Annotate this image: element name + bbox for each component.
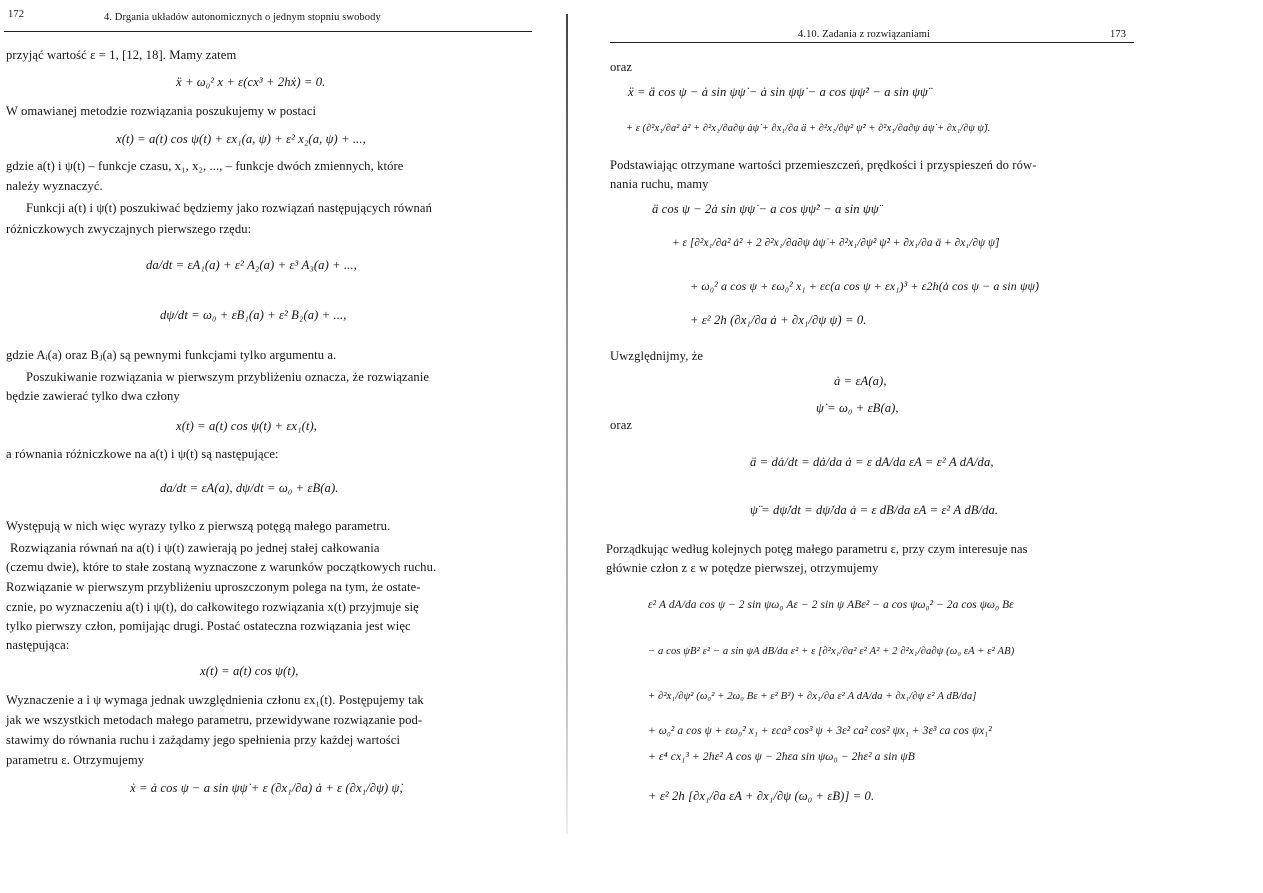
- text-line: gdzie a(t) i ψ(t) – funkcje czasu, x₁, x₂, ..., – funkcje dwóch zmiennych, które: [6, 159, 404, 173]
- text-line: należy wyznaczyć.: [6, 179, 103, 193]
- equation: + ∂²x₁/∂ψ² (ω₀² + 2ω₀ Bε + ε² B²) + ∂x₁/∂a ε² A dA/da + ∂x₁/∂ψ ε² A dB/da]: [648, 691, 977, 702]
- text-line: oraz: [610, 418, 633, 432]
- text-line: oraz: [610, 60, 633, 74]
- text-line: następująca:: [6, 638, 70, 652]
- text-line: Porządkując według kolejnych potęg małego parametru ε, przy czym interesuje nas: [606, 542, 1028, 556]
- equation: + ε² 2h (∂x₁/∂a ȧ + ∂x₁/∂ψ ψ̇) = 0.: [690, 313, 867, 327]
- left-page: [0, 0, 560, 893]
- equation: + ε² 2h [∂x₁/∂a εA + ∂x₁/∂ψ (ω₀ + εB)] = 0.: [648, 789, 875, 803]
- right-header-rule: [610, 42, 1134, 43]
- text-line: nania ruchu, mamy: [610, 177, 709, 191]
- text-line: parametru ε. Otrzymujemy: [6, 753, 145, 767]
- equation: ȧ = εA(a),: [834, 374, 887, 388]
- equation: ẍ = ä cos ψ − ȧ sin ψψ̇ − ȧ sin ψψ̇ − a cos ψψ̇² − a sin ψψ̈: [628, 85, 928, 99]
- equation: ẍ + ω₀² x + ε(cx³ + 2hẋ) = 0.: [176, 75, 326, 89]
- text-line: Rozwiązanie w pierwszym przybliżeniu uproszczonym polega na tym, że ostate-: [6, 580, 421, 594]
- equation: + ε⁴ cx₁³ + 2hε² A cos ψ − 2hεa sin ψω₀ − 2hε² a sin ψB: [648, 750, 915, 763]
- text-line: Wyznaczenie a i ψ wymaga jednak uwzględnienia członu εx₁(t). Postępujemy tak: [6, 693, 424, 707]
- equation: ẋ = ȧ cos ψ − a sin ψψ̇ + ε (∂x₁/∂a) ȧ + ε (∂x₁/∂ψ) ψ̇,: [130, 781, 403, 795]
- text-line: cznie, po wyznaczeniu a(t) i ψ(t), do całkowitego rozwiązania x(t) przyjmuje się: [6, 600, 419, 614]
- left-header-rule: [4, 31, 532, 32]
- equation: x(t) = a(t) cos ψ(t) + εx₁(a, ψ) + ε² x₂(a, ψ) + ...,: [116, 132, 366, 146]
- equation: x(t) = a(t) cos ψ(t),: [200, 664, 299, 678]
- text-line: będzie zawierać tylko dwa człony: [6, 389, 180, 403]
- equation: x(t) = a(t) cos ψ(t) + εx₁(t),: [176, 419, 318, 433]
- left-page-number: 172: [8, 9, 25, 20]
- equation: + ω₀² a cos ψ + εω₀² x₁ + εca³ cos³ ψ + 3ε² ca² cos² ψx₁ + 3ε³ ca cos ψx₁²: [648, 725, 992, 737]
- text-line: a równania różniczkowe na a(t) i ψ(t) są następujące:: [6, 447, 279, 461]
- text-line: Poszukiwanie rozwiązania w pierwszym przybliżeniu oznacza, że rozwiązanie: [26, 370, 430, 384]
- equation: dψ/dt = ω₀ + εB₁(a) + ε² B₂(a) + ...,: [160, 308, 347, 322]
- equation: ä cos ψ − 2ȧ sin ψψ̇ − a cos ψψ̇² − a sin ψψ̈: [652, 202, 879, 216]
- text-line: Występują w nich więc wyrazy tylko z pierwszą potęgą małego parametru.: [6, 519, 391, 533]
- equation: da/dt = εA(a), dψ/dt = ω₀ + εB(a).: [160, 481, 339, 495]
- equation: ä = dȧ/dt = dȧ/da ȧ = ε dA/da εA = ε² A dA/da,: [750, 455, 994, 469]
- equation: + ε (∂²x₁/∂a² ȧ² + ∂²x₁/∂a∂ψ ȧψ̇ + ∂x₁/∂a ä + ∂²x₁/∂ψ² ψ̇² + ∂²x₁/∂a∂ψ ȧψ̇ + ∂x₁/∂ψ ψ̈).: [626, 123, 991, 134]
- equation: da/dt = εA₁(a) + ε² A₂(a) + ε³ A₃(a) + ...,: [146, 258, 357, 272]
- right-page-number: 173: [1110, 29, 1127, 40]
- equation: ε² A dA/da cos ψ − 2 sin ψω₀ Aε − 2 sin ψ ABε² − a cos ψω₀² − 2a cos ψω₀ Bε: [648, 599, 1014, 611]
- text-line: gdzie Aᵢ(a) oraz Bⱼ(a) są pewnymi funkcjami tylko argumentu a.: [6, 348, 337, 362]
- text-line: głównie człon z ε w potędze pierwszej, otrzymujemy: [606, 561, 879, 575]
- text-line: Uwzględnijmy, że: [610, 349, 704, 363]
- text-line: W omawianej metodzie rozwiązania poszukujemy w postaci: [6, 104, 317, 118]
- text-line: różniczkowych zwyczajnych pierwszego rzędu:: [6, 222, 252, 236]
- text-line: tylko pierwszy człon, pomijając drugi. Postać ostateczna rozwiązania jest więc: [6, 619, 411, 633]
- text-line: Rozwiązania równań na a(t) i ψ(t) zawierają po jednej stałej całkowania: [10, 541, 380, 555]
- text-line: (czemu dwie), które to stałe zostaną wyznaczone z warunków początkowych ruchu.: [6, 560, 437, 574]
- text-line: Podstawiając otrzymane wartości przemieszczeń, prędkości i przyspieszeń do rów-: [610, 158, 1037, 172]
- equation: + ω₀² a cos ψ + εω₀² x₁ + εc(a cos ψ + εx₁)³ + ε2h(ȧ cos ψ − a sin ψψ̇): [690, 279, 1040, 293]
- equation: ψ̇ = ω₀ + εB(a),: [816, 401, 899, 415]
- equation: ψ̈ = dψ̇/dt = dψ̇/da ȧ = ε dB/da εA = ε² A dB/da.: [750, 503, 999, 517]
- text-line: jak we wszystkich metodach małego parametru, przewidywane rozwiązanie pod-: [6, 713, 423, 727]
- text-line: stawimy do równania ruchu i zażądamy jego spełnienia przy każdej wartości: [6, 733, 401, 747]
- right-running-head: 4.10. Zadania z rozwiązaniami: [798, 29, 931, 40]
- text-line: przyjąć wartość ε = 1, [12, 18]. Mamy zatem: [6, 48, 237, 62]
- text-line: Funkcji a(t) i ψ(t) poszukiwać będziemy jako rozwiązań następujących równań: [26, 201, 432, 215]
- equation: − a cos ψB² ε² − a sin ψA dB/da ε² + ε [∂²x₁/∂a² ε² A² + 2 ∂²x₁/∂a∂ψ (ω₀ εA + ε² AB): [648, 646, 1015, 657]
- right-page: [598, 0, 1140, 893]
- left-running-head: 4. Drgania układów autonomicznych o jednym stopniu swobody: [104, 12, 381, 23]
- equation: + ε [∂²x₁/∂a² ȧ² + 2 ∂²x₁/∂a∂ψ ȧψ̇ + ∂²x₁/∂ψ² ψ̇² + ∂x₁/∂a ä + ∂x₁/∂ψ ψ̈]: [672, 237, 1000, 249]
- page-gutter: [566, 14, 568, 834]
